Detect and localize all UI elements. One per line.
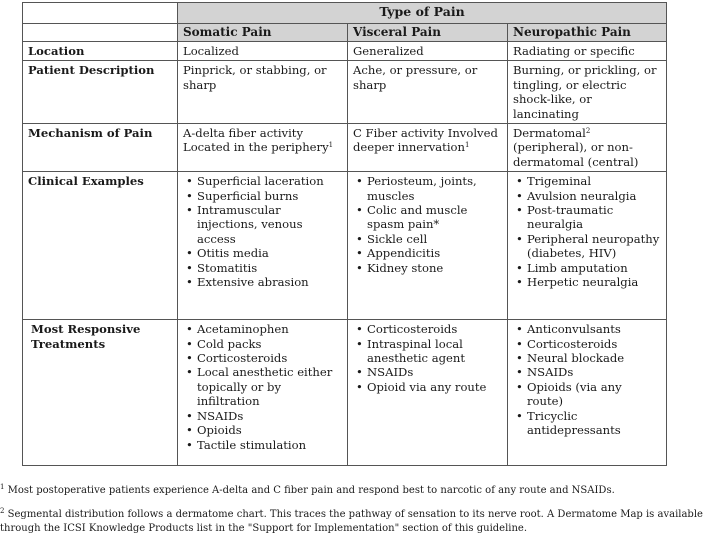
header-corner-cell xyxy=(23,24,178,42)
cell-treatments-visceral xyxy=(348,320,508,466)
list-item: • NSAIDs xyxy=(513,365,661,379)
row-location xyxy=(23,42,667,61)
list-item: • Corticosteroids xyxy=(513,337,661,351)
cell-location-somatic: Localized xyxy=(178,42,348,61)
list-item: • Limb amputation xyxy=(513,261,661,275)
list-item: • Post-traumatic neuralgia xyxy=(513,203,661,232)
footnote-ref-1: 1 xyxy=(464,141,470,150)
row-patient-description xyxy=(23,61,667,124)
cell-treatments-neuropathic xyxy=(508,320,667,466)
mechanism-visceral-text: C Fiber activity Involved deeper innervation xyxy=(353,126,498,155)
mechanism-somatic-text: A-delta fiber activity Located in the periphery xyxy=(183,126,329,155)
footnote-ref-2: 2 xyxy=(585,127,591,136)
header-row xyxy=(23,24,667,42)
examples-visceral-list xyxy=(353,174,502,275)
corner-cell xyxy=(23,3,178,24)
row-clinical-examples xyxy=(23,172,667,320)
footnotes xyxy=(0,484,716,546)
list-item: • Stomatitis xyxy=(183,261,342,275)
list-item: • Trigeminal xyxy=(513,174,661,188)
examples-neuropathic-list xyxy=(513,174,661,289)
row-label-mechanism: Mechanism of Pain xyxy=(23,124,178,172)
cell-mechanism-somatic xyxy=(178,124,348,172)
list-item: • Herpetic neuralgia xyxy=(513,275,661,289)
list-item: • Intraspinal local anesthetic agent xyxy=(353,337,502,366)
list-item: • Tactile stimulation xyxy=(183,438,342,452)
footnote-2-mark: 2 xyxy=(0,507,5,515)
list-item: • Appendicitis xyxy=(353,246,502,260)
row-treatments xyxy=(23,320,667,466)
mechanism-neuropathic-text: Dermatomal xyxy=(513,126,586,141)
cell-examples-visceral xyxy=(348,172,508,320)
list-item: • Tricyclic antidepressants xyxy=(513,409,661,438)
list-item: • Opioid via any route xyxy=(353,380,502,394)
col-header-somatic: Somatic Pain xyxy=(178,24,348,42)
row-label-clinical-examples: Clinical Examples xyxy=(23,172,178,320)
title-row xyxy=(23,3,667,24)
cell-location-visceral: Generalized xyxy=(348,42,508,61)
list-item: • Kidney stone xyxy=(353,261,502,275)
list-item: • Acetaminophen xyxy=(183,322,342,336)
list-item: • Anticonvulsants xyxy=(513,322,661,336)
footnote-2-text: Segmental distribution follows a dermatome chart. This traces the pathway of sensation to its nerve root. A Dermatome Map is available through the ICSI Knowledge Products list in the "Support for Implementation" section of this guideline. xyxy=(0,509,703,534)
treatments-somatic-list xyxy=(183,322,342,452)
list-item: • Avulsion neuralgia xyxy=(513,189,661,203)
list-item: • Sickle cell xyxy=(353,232,502,246)
list-item: • Intramuscular injections, venous access xyxy=(183,203,342,246)
cell-mechanism-neuropathic xyxy=(508,124,667,172)
footnote-1-mark: 1 xyxy=(0,483,5,491)
list-item: • Peripheral neuropathy (diabetes, HIV) xyxy=(513,232,661,261)
list-item: • Superficial burns xyxy=(183,189,342,203)
row-mechanism xyxy=(23,124,667,172)
cell-description-somatic: Pinprick, or stabbing, or sharp xyxy=(178,61,348,124)
row-label-treatments: Most Responsive Treatments xyxy=(23,320,178,466)
list-item: • Opioids (via any route) xyxy=(513,380,661,409)
cell-mechanism-visceral xyxy=(348,124,508,172)
cell-treatments-somatic xyxy=(178,320,348,466)
footnote-1-text: Most postoperative patients experience A-delta and C fiber pain and respond best to narcotic of any route and NSAIDs. xyxy=(7,485,615,496)
table-title: Type of Pain xyxy=(178,3,667,24)
cell-examples-neuropathic xyxy=(508,172,667,320)
list-item: • Periosteum, joints, muscles xyxy=(353,174,502,203)
list-item: • Neural blockade xyxy=(513,351,661,365)
examples-somatic-list xyxy=(183,174,342,289)
list-item: • Local anesthetic either topically or by infiltration xyxy=(183,365,342,408)
treatments-neuropathic-list xyxy=(513,322,661,437)
footnote-1 xyxy=(0,484,716,498)
row-label-patient-description: Patient Description xyxy=(23,61,178,124)
footnote-ref-1: 1 xyxy=(328,141,334,150)
treatments-visceral-list xyxy=(353,322,502,394)
list-item: • Otitis media xyxy=(183,246,342,260)
list-item: • Opioids xyxy=(183,423,342,437)
pain-type-table xyxy=(22,2,667,466)
footnote-2 xyxy=(0,508,716,536)
mechanism-neuropathic-extra: (peripheral), or non-dermatomal (central) xyxy=(513,140,639,169)
cell-examples-somatic xyxy=(178,172,348,320)
col-header-neuropathic: Neuropathic Pain xyxy=(508,24,667,42)
list-item: • Superficial laceration xyxy=(183,174,342,188)
list-item: • NSAIDs xyxy=(183,409,342,423)
list-item: • Corticosteroids xyxy=(183,351,342,365)
cell-location-neuropathic: Radiating or specific xyxy=(508,42,667,61)
cell-description-visceral: Ache, or pressure, or sharp xyxy=(348,61,508,124)
list-item: • Extensive abrasion xyxy=(183,275,342,289)
list-item: • Cold packs xyxy=(183,337,342,351)
list-item: • Colic and muscle spasm pain* xyxy=(353,203,502,232)
row-label-location: Location xyxy=(23,42,178,61)
list-item: • Corticosteroids xyxy=(353,322,502,336)
cell-description-neuropathic: Burning, or prickling, or tingling, or electric shock-like, or lancinating xyxy=(508,61,667,124)
col-header-visceral: Visceral Pain xyxy=(348,24,508,42)
list-item: • NSAIDs xyxy=(353,365,502,379)
